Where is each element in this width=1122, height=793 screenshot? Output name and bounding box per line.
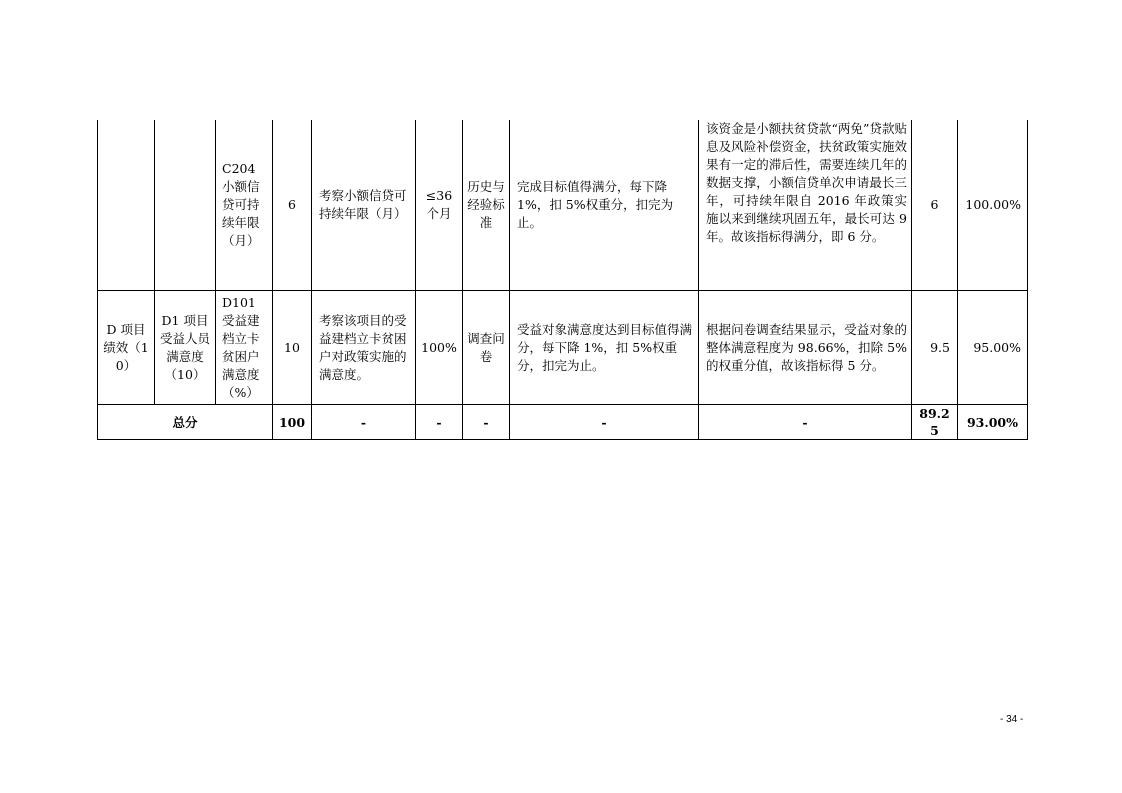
total-standard-cell: -	[463, 405, 510, 440]
total-score-cell: 89.25	[912, 405, 958, 440]
table-row	[98, 291, 1028, 405]
scoring-basis-cell: 该资金是小额扶贫贷款“两免”贷款贴息及风险补偿资金，扶贫政策实施效果有一定的滞后性，需要连续几年的数据支撑，小额信贷单次申请最长三年，可持续年限自 2016 年政策实施以来到继续巩固五年，最长可达 9 年。故该指标得满分，即 6 分。	[699, 120, 912, 291]
total-method-cell: -	[510, 405, 699, 440]
level1-indicator-cell: D 项目绩效（10）	[98, 291, 155, 405]
total-row	[98, 405, 1028, 440]
performance-evaluation-table	[97, 120, 1028, 440]
standard-source-cell: 调查问卷	[463, 291, 510, 405]
scoring-method-cell: 完成目标值得满分，每下降 1%，扣 5%权重分，扣完为止。	[510, 120, 699, 291]
page-number: - 34 -	[1000, 714, 1024, 725]
weight-cell: 10	[273, 291, 312, 405]
scoring-basis-cell: 根据问卷调查结果显示，受益对象的整体满意程度为 98.66%，扣除 5%的权重分值，故该指标得 5 分。	[699, 291, 912, 405]
total-content-cell: -	[312, 405, 416, 440]
scoring-method-cell: 受益对象满意度达到目标值得满分，每下降 1%，扣 5%权重分，扣完为止。	[510, 291, 699, 405]
indicator-content-cell: 考察小额信贷可持续年限（月）	[312, 120, 416, 291]
level2-indicator-cell: D1 项目受益人员满意度（10）	[155, 291, 216, 405]
score-cell: 6	[912, 120, 958, 291]
level1-indicator-cell	[98, 120, 155, 291]
total-label-cell: 总分	[98, 405, 273, 440]
total-weight-cell: 100	[273, 405, 312, 440]
level3-indicator-cell: D101 受益建档立卡贫困户满意度（%）	[216, 291, 273, 405]
level2-indicator-cell	[155, 120, 216, 291]
total-target-cell: -	[416, 405, 463, 440]
score-cell: 9.5	[912, 291, 958, 405]
weight-cell: 6	[273, 120, 312, 291]
target-value-cell: 100%	[416, 291, 463, 405]
score-rate-cell: 100.00%	[958, 120, 1028, 291]
indicator-content-cell: 考察该项目的受益建档立卡贫困户对政策实施的满意度。	[312, 291, 416, 405]
score-rate-cell: 95.00%	[958, 291, 1028, 405]
total-basis-cell: -	[699, 405, 912, 440]
standard-source-cell: 历史与经验标准	[463, 120, 510, 291]
level3-indicator-cell: C204 小额信贷可持续年限（月）	[216, 120, 273, 291]
total-rate-cell: 93.00%	[958, 405, 1028, 440]
table-row	[98, 120, 1028, 291]
target-value-cell: ≤36个月	[416, 120, 463, 291]
